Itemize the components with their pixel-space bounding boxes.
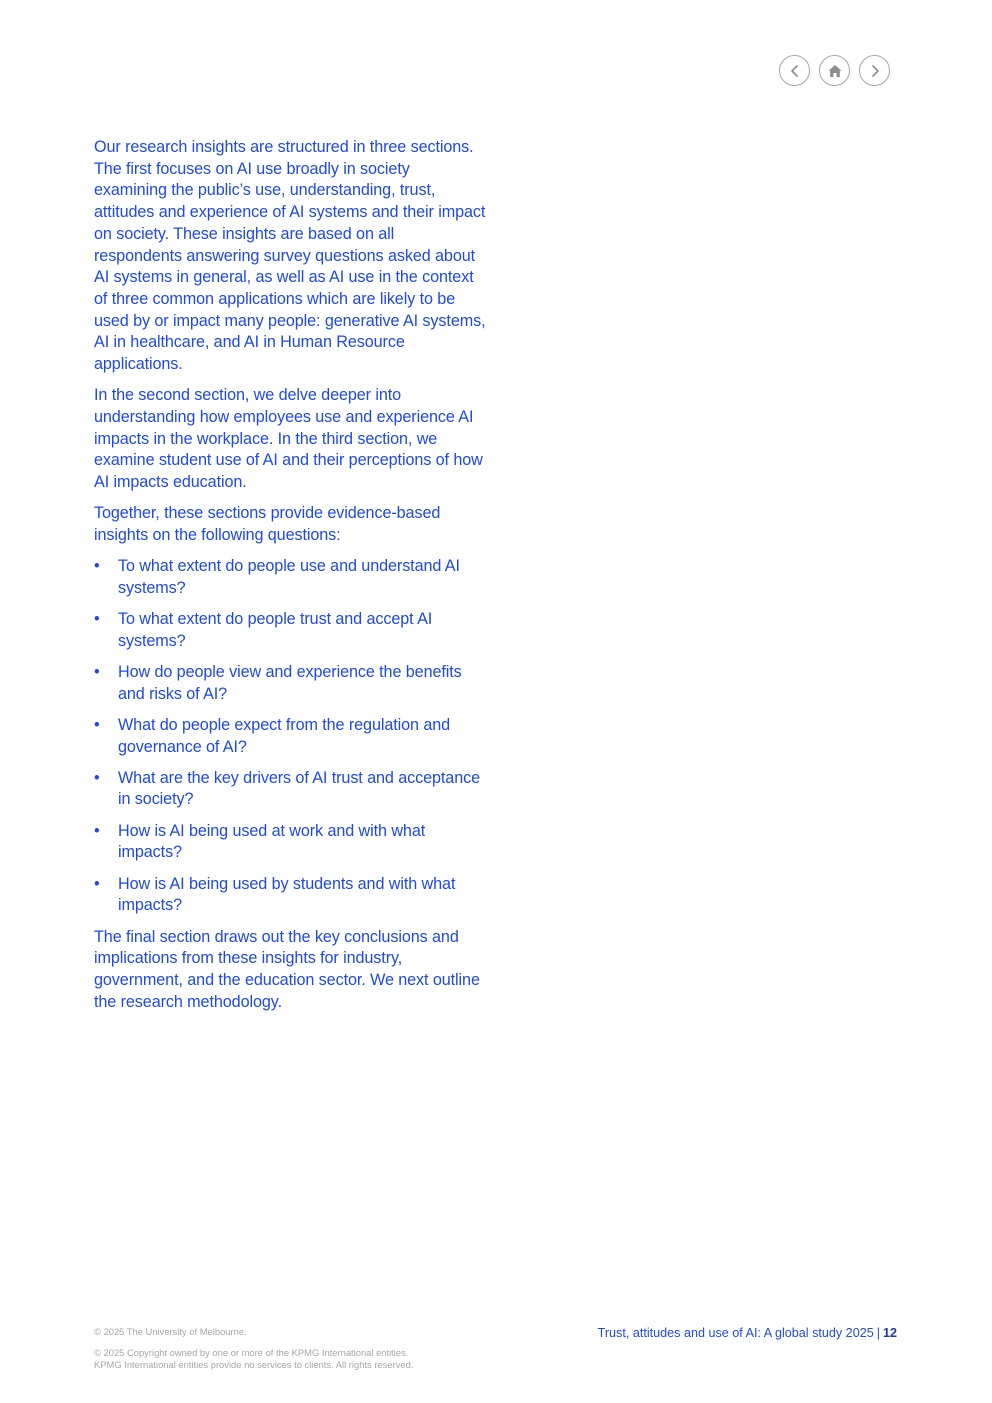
- page-number: 12: [882, 1326, 897, 1340]
- list-item: [94, 821, 486, 864]
- home-icon: [827, 63, 843, 79]
- questions-intro-paragraph: Together, these sections provide evidence-based insights on the following questions:: [94, 504, 441, 544]
- list-item: [94, 609, 486, 652]
- bullet: •: [94, 768, 100, 787]
- list-item: [94, 874, 486, 917]
- navigation-buttons: [779, 55, 890, 86]
- report-title: Trust, attitudes and use of AI: A global study 2025: [597, 1326, 874, 1340]
- list-item: [94, 715, 486, 758]
- question-text: How is AI being used by students and with what impacts?: [118, 874, 456, 915]
- question-text: How is AI being used at work and with what impacts?: [118, 821, 426, 862]
- list-item: [94, 556, 486, 599]
- bullet: •: [94, 821, 100, 840]
- footer-report-info: [598, 1325, 897, 1341]
- footer-separator: |: [876, 1326, 880, 1340]
- bullet: •: [94, 610, 100, 629]
- intro-paragraph: Our research insights are structured in three sections. The first focuses on AI use broadly in society examining the public’s use, understanding, trust, attitudes and experience of AI systems and their impact on society. These insights are based on all respondents answering survey questions asked about AI systems in general, as well as AI use in the context of three common applications which are likely to be used by or impact many people: generative AI systems, AI in healthcare, and AI in Human Resource applications.: [94, 138, 486, 374]
- chevron-right-icon: [868, 64, 882, 78]
- chevron-left-icon: [788, 64, 802, 78]
- next-page-button[interactable]: [859, 55, 890, 86]
- bullet: •: [94, 557, 100, 576]
- list-item: [94, 662, 486, 705]
- bullet: •: [94, 874, 100, 893]
- footer-copyright: [94, 1326, 514, 1371]
- copyright-kpmg-services: KPMG International entities provide no services to clients. All rights reserved.: [94, 1359, 414, 1370]
- bullet: •: [94, 715, 100, 734]
- previous-page-button[interactable]: [779, 55, 810, 86]
- question-text: What do people expect from the regulation and governance of AI?: [118, 715, 451, 756]
- list-item: [94, 768, 486, 811]
- question-text: What are the key drivers of AI trust and acceptance in society?: [118, 768, 481, 809]
- question-text: How do people view and experience the benefits and risks of AI?: [118, 662, 462, 703]
- bullet: •: [94, 662, 100, 681]
- questions-list: [94, 556, 486, 917]
- second-section-paragraph: In the second section, we delve deeper into understanding how employees use and experience AI impacts in the workplace. In the third section, we examine student use of AI and their perceptions of how AI impacts education.: [94, 386, 483, 492]
- question-text: To what extent do people trust and accept AI systems?: [118, 610, 433, 650]
- copyright-university: © 2025 The University of Melbourne.: [94, 1326, 247, 1337]
- copyright-kpmg: © 2025 Copyright owned by one or more of the KPMG International entities.: [94, 1347, 409, 1358]
- home-button[interactable]: [819, 55, 850, 86]
- main-content: [94, 137, 486, 1023]
- question-text: To what extent do people use and understand AI systems?: [118, 557, 460, 597]
- conclusion-paragraph: The final section draws out the key conclusions and implications from these insights for industry, government, and the education sector. We next outline the research methodology.: [94, 927, 480, 1011]
